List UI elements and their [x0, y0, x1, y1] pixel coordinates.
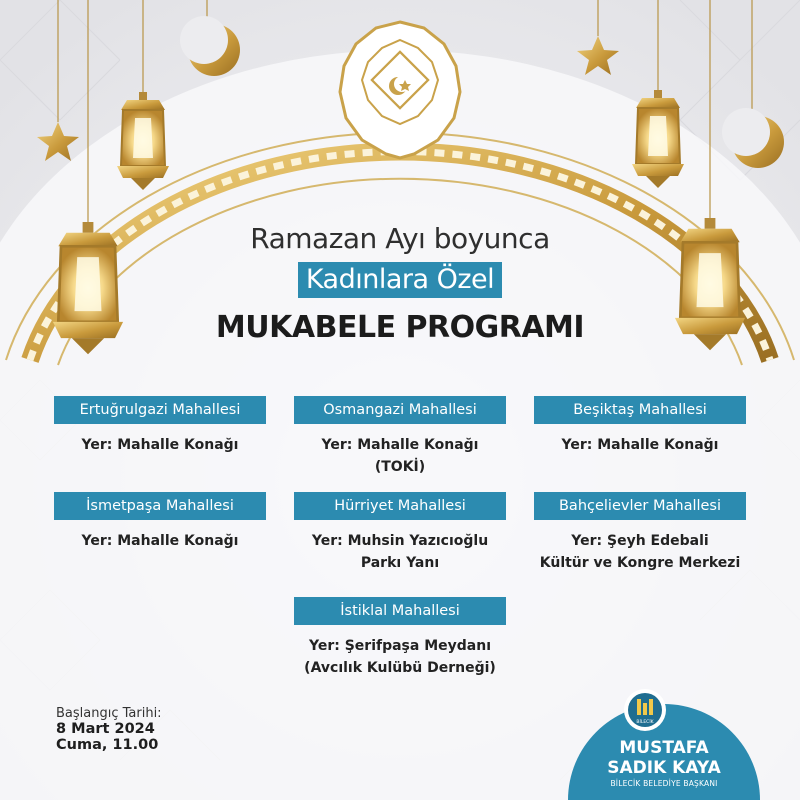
venue-card [294, 492, 506, 574]
title-line-3: MUKABELE PROGRAMI [215, 310, 585, 345]
lantern-icon [117, 92, 169, 190]
mayor-last-name: SADIK KAYA [607, 758, 721, 778]
title-line-2-highlight: Kadınlara Özel [298, 262, 502, 298]
venue-location-detail: (TOKİ) [374, 459, 426, 475]
venue-name: Ertuğrulgazi Mahallesi [54, 396, 266, 424]
venue-location: Yer: Mahalle Konağı [81, 533, 239, 549]
venue-card [54, 396, 266, 456]
venue-card [294, 396, 506, 478]
venue-card [534, 396, 746, 456]
svg-text:BİLECİK: BİLECİK [636, 720, 654, 725]
venue-name: İsmetpaşa Mahallesi [54, 492, 266, 520]
venue-name: Osmangazi Mahallesi [294, 396, 506, 424]
venue-name: Bahçelievler Mahallesi [534, 492, 746, 520]
lantern-icon [632, 90, 684, 188]
start-info [56, 706, 162, 753]
mayor-first-name: MUSTAFA [619, 738, 709, 758]
venue-name: İstiklal Mahallesi [294, 597, 506, 625]
venue-name: Hürriyet Mahallesi [294, 492, 506, 520]
venue-location: Yer: Mahalle Konağı [81, 437, 239, 453]
venue-location: Yer: Şerifpaşa Meydanı [308, 638, 491, 654]
venue-location-detail: Kültür ve Kongre Merkezi [539, 555, 741, 571]
venue-location: Yer: Mahalle Konağı [561, 437, 719, 453]
venue-name: Beşiktaş Mahallesi [534, 396, 746, 424]
venue-location-detail: Parkı Yanı [360, 555, 440, 571]
mayor-title: BİLECİK BELEDİYE BAŞKANI [610, 779, 718, 788]
start-time: Cuma, 11.00 [56, 737, 159, 753]
venue-location-detail: (Avcılık Kulübü Derneği) [304, 660, 496, 676]
venue-card [294, 597, 506, 679]
bilecik-logo [624, 689, 666, 731]
venue-location: Yer: Muhsin Yazıcıoğlu [311, 533, 489, 549]
start-date: 8 Mart 2024 [56, 721, 155, 737]
venue-card [534, 492, 746, 574]
start-label: Başlangıç Tarihi: [56, 706, 162, 721]
title-line-1: Ramazan Ayı boyunca [250, 222, 550, 255]
venue-location: Yer: Mahalle Konağı [321, 437, 479, 453]
venue-location: Yer: Şeyh Edebali [571, 533, 709, 549]
venue-card [54, 492, 266, 552]
